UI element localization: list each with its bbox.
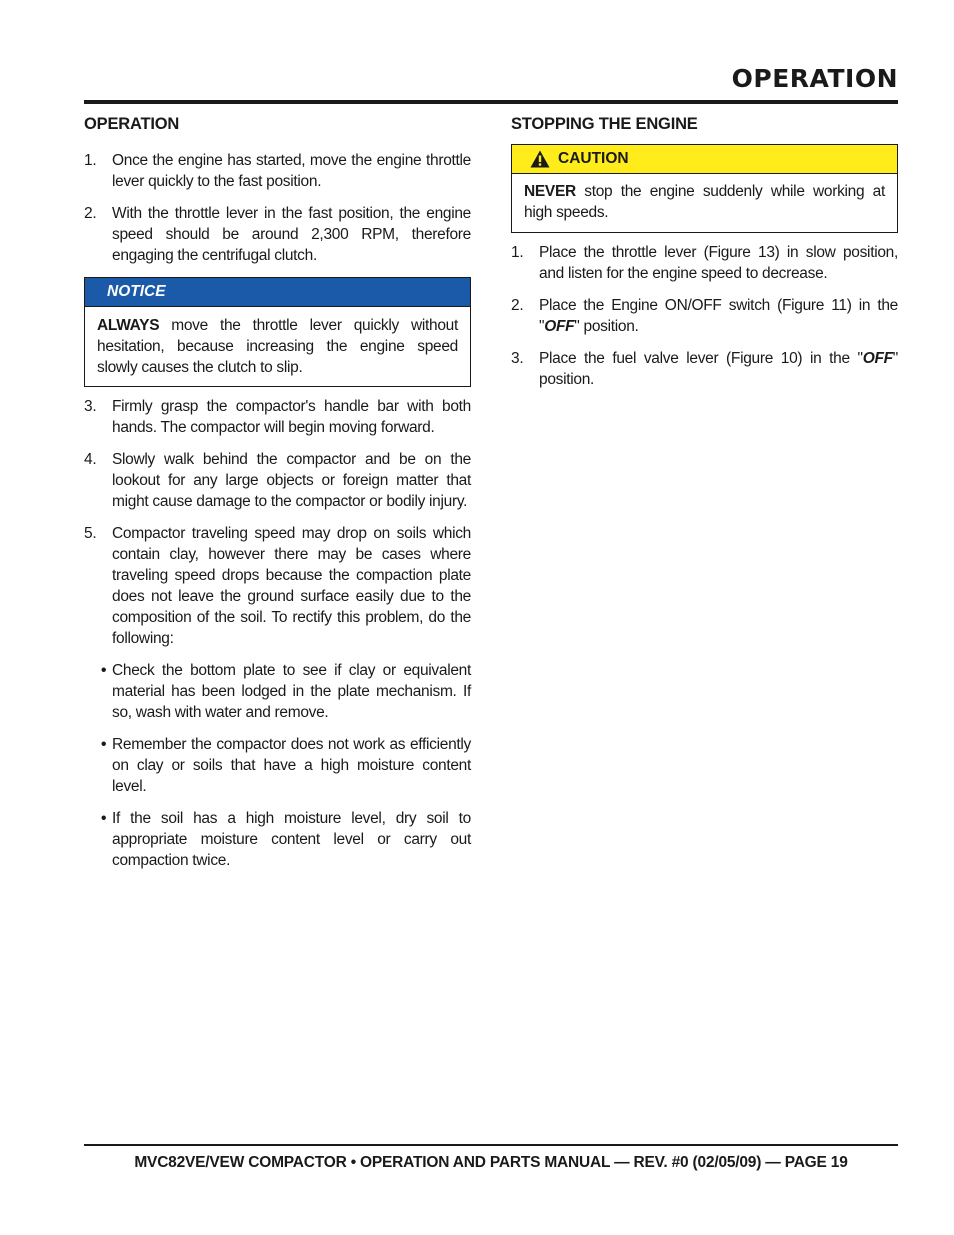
step-text-pre: Place the Engine ON/OFF switch (Figure 11) in the " [539, 297, 898, 335]
header-rule [84, 100, 898, 104]
footer-rule [84, 1144, 898, 1146]
list-item [84, 449, 471, 512]
step-text: Slowly walk behind the compactor and be on the lookout for any large objects or foreign matter that might cause damage to the compactor or bodily injury. [112, 451, 471, 510]
step-text-post: " position. [574, 318, 639, 335]
caution-label: CAUTION [558, 150, 629, 167]
section-title-stopping-engine: STOPPING THE ENGINE [511, 115, 698, 133]
list-item [511, 242, 898, 284]
step-number: 1. [511, 244, 524, 261]
bullet-text: Check the bottom plate to see if clay or equivalent material has been lodged in the plate mechanism. If so, wash with water and remove. [112, 662, 471, 721]
warning-triangle-icon [530, 150, 550, 168]
bullet-item [84, 808, 471, 871]
stopping-steps [511, 242, 898, 390]
step-text: Firmly grasp the compactor's handle bar with both hands. The compactor will begin moving forward. [112, 398, 471, 436]
step-text: Once the engine has started, move the engine throttle lever quickly to the fast position. [112, 152, 471, 190]
section-title-operation: OPERATION [84, 115, 180, 133]
bullet-dot: • [101, 736, 107, 753]
left-column [84, 114, 471, 882]
notice-body [85, 307, 470, 386]
step-number: 2. [84, 205, 97, 222]
bullet-text: Remember the compactor does not work as efficiently on clay or soils that have a high moisture content level. [112, 736, 471, 795]
step-number: 2. [511, 297, 524, 314]
notice-label: NOTICE [85, 278, 470, 307]
list-item [511, 295, 898, 337]
off-label: OFF [544, 318, 575, 335]
list-item [84, 203, 471, 266]
bullet-dot: • [101, 810, 107, 827]
operation-steps-b [84, 396, 471, 649]
page-header-title: OPERATION [731, 64, 898, 93]
bullet-text: If the soil has a high moisture level, dry soil to appropriate moisture content level or carry out compaction twice. [112, 810, 471, 869]
soil-bullets [84, 660, 471, 871]
caution-text: stop the engine suddenly while working at high speeds. [524, 183, 885, 221]
caution-keyword: NEVER [524, 183, 576, 200]
step-text: Place the throttle lever (Figure 13) in slow position, and listen for the engine speed to decrease. [539, 244, 898, 282]
list-item [84, 396, 471, 438]
page-footer: MVC82VE/VEW COMPACTOR • OPERATION AND PARTS MANUAL — REV. #0 (02/05/09) — PAGE 19 [134, 1154, 848, 1171]
list-item [511, 348, 898, 390]
step-number: 5. [84, 525, 97, 542]
step-number: 3. [511, 350, 524, 367]
caution-body [512, 174, 897, 232]
notice-text: move the throttle lever quickly without hesitation, because increasing the engine speed slowly causes the clutch to slip. [97, 317, 458, 376]
caution-box [511, 144, 898, 233]
off-label: OFF [862, 350, 893, 367]
notice-box [84, 277, 471, 387]
step-text-pre: Place the fuel valve lever (Figure 10) in the " [539, 350, 863, 367]
notice-keyword: ALWAYS [97, 317, 160, 334]
list-item [84, 150, 471, 192]
list-item [84, 523, 471, 649]
step-number: 1. [84, 152, 97, 169]
bullet-item [84, 660, 471, 723]
bullet-dot: • [101, 662, 107, 679]
operation-steps-a [84, 150, 471, 266]
step-text: Compactor traveling speed may drop on soils which contain clay, however there may be cases where traveling speed drops because the compaction plate does not leave the ground surface easily due to the composition of the soil. To rectify this problem, do the following: [112, 525, 471, 647]
step-text-post: " position. [539, 350, 898, 388]
step-text: With the throttle lever in the fast position, the engine speed should be around 2,300 RPM, therefore engaging the centrifugal clutch. [112, 205, 471, 264]
step-number: 4. [84, 451, 97, 468]
right-column [511, 114, 898, 401]
step-number: 3. [84, 398, 97, 415]
bullet-item [84, 734, 471, 797]
caution-header [512, 145, 897, 174]
